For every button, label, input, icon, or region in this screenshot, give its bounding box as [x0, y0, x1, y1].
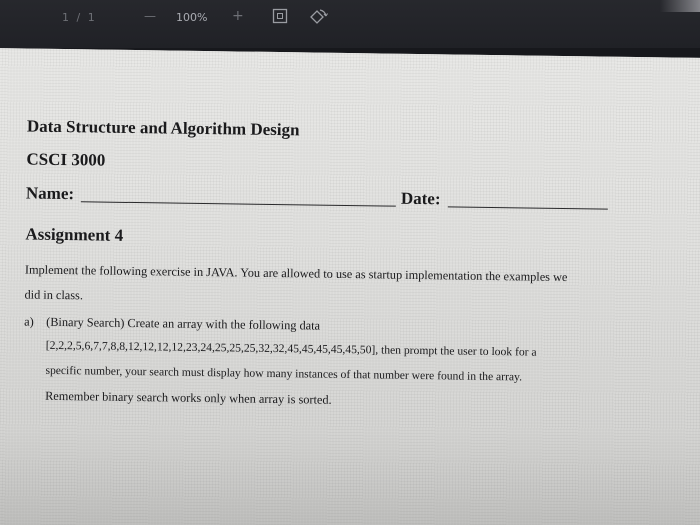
- name-label: Name:: [25, 183, 75, 204]
- course-code: CSCI 3000: [26, 149, 106, 170]
- intro-text-line-1: Implement the following exercise in JAVA. You are allowed to use as startup implementation the examples we: [24, 262, 568, 285]
- name-blank-line: [81, 201, 396, 206]
- fit-page-icon[interactable]: [272, 8, 288, 24]
- pdf-toolbar: [0, 0, 700, 48]
- window-edge-glare: [660, 0, 700, 12]
- zoom-out-button[interactable]: —: [144, 9, 156, 23]
- task-text-line-4: Remember binary search works only when array is sorted.: [45, 388, 332, 407]
- task-text-line-2: [2,2,2,5,6,7,7,8,8,12,12,12,12,23,24,25,25,25,32,32,45,45,45,45,45,50], then prompt the user to look for a: [45, 338, 537, 359]
- task-text-line-3: specific number, your search must display how many instances of that number were found in the array.: [45, 363, 523, 384]
- list-item-marker: a): [24, 314, 34, 329]
- assignment-heading: Assignment 4: [25, 224, 124, 245]
- pdf-page: [0, 48, 700, 525]
- document-title: Data Structure and Algorithm Design: [26, 116, 300, 140]
- rotate-icon[interactable]: [308, 8, 328, 26]
- date-blank-line: [448, 206, 608, 209]
- task-text-line-1: (Binary Search) Create an array with the following data: [46, 314, 321, 333]
- date-label: Date:: [400, 188, 441, 209]
- intro-text-line-2: did in class.: [24, 287, 84, 303]
- zoom-level: 100%: [176, 11, 208, 24]
- page-indicator: 1 / 1: [62, 11, 97, 24]
- zoom-in-button[interactable]: +: [232, 8, 244, 24]
